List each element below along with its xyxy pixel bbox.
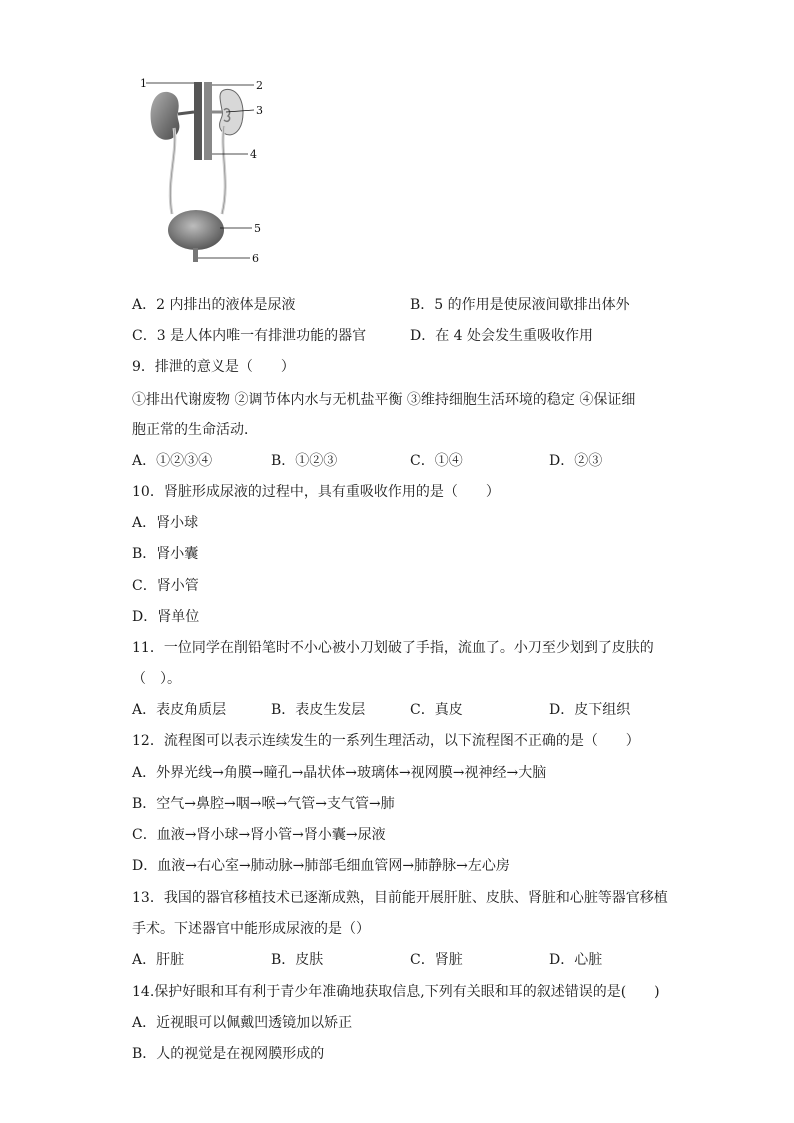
q11-option-d: D．皮下组织 [549, 702, 631, 718]
q9-statement-line-2: 胞正常的生命活动． [132, 422, 258, 438]
q10-option-b: B．肾小囊 [132, 546, 199, 562]
left-ureter [170, 128, 175, 214]
q14-stem: 14.保护好眼和耳有利于青少年准确地获取信息,下列有关眼和耳的叙述错误的是( ) [132, 984, 660, 1000]
q9-statement-line-1: ①排出代谢废物 ②调节体内水与无机盐平衡 ③维持细胞生活环境的稳定 ④保证细 [132, 392, 636, 408]
q9-option-c: C．①④ [410, 453, 463, 469]
urinary-system-svg [138, 72, 268, 267]
q12-option-d: D．血液→右心室→肺动脉→肺部毛细血管网→肺静脉→左心房 [132, 858, 510, 874]
figure-label-6: 6 [252, 252, 259, 265]
q12-option-a: A．外界光线→角膜→瞳孔→晶状体→玻璃体→视网膜→视神经→大脑 [132, 765, 547, 781]
q9-option-a: A．①②③④ [132, 453, 213, 469]
q8-option-c: C．3 是人体内唯一有排泄功能的器官 [132, 328, 367, 344]
urinary-system-diagram [138, 72, 268, 267]
bladder [168, 210, 224, 250]
q8-option-a: A．2 内排出的液体是尿液 [132, 297, 296, 313]
q9-option-b: B．①②③ [271, 453, 338, 469]
figure-label-3: 3 [256, 104, 263, 117]
q14-option-a: A．近视眼可以佩戴凹透镜加以矫正 [132, 1015, 353, 1031]
figure-label-2: 2 [256, 79, 263, 92]
q12-option-b: B．空气→鼻腔→咽→喉→气管→支气管→肺 [132, 796, 395, 812]
q8-option-b: B．5 的作用是使尿液间歇排出体外 [410, 297, 630, 313]
q10-option-a: A．肾小球 [132, 515, 199, 531]
q9-option-d: D．②③ [549, 453, 603, 469]
q10-option-c: C．肾小管 [132, 578, 199, 594]
q14-option-b: B．人的视觉是在视网膜形成的 [132, 1046, 325, 1062]
aorta [194, 82, 202, 160]
q10-stem: 10．肾脏形成尿液的过程中，具有重吸收作用的是（ ） [132, 484, 500, 500]
q8-option-d: D．在 4 处会发生重吸收作用 [410, 328, 594, 344]
q12-option-c: C．血液→肾小球→肾小管→肾小囊→尿液 [132, 827, 386, 843]
figure-label-5: 5 [254, 222, 261, 235]
q10-option-d: D．肾单位 [132, 609, 200, 625]
q13-stem-line-2: 手术。下述器官中能形成尿液的是（） [132, 921, 370, 937]
vena-cava [204, 82, 212, 160]
q11-option-a: A．表皮角质层 [132, 702, 227, 718]
q11-option-b: B．表皮生发层 [271, 702, 366, 718]
q11-stem-line-2: （ ）。 [132, 671, 181, 687]
q13-option-a: A．肝脏 [132, 952, 185, 968]
urethra [193, 248, 198, 262]
left-renal-vessel [178, 112, 194, 114]
figure-label-1: 1 [140, 77, 147, 90]
q13-option-d: D．心脏 [549, 952, 603, 968]
figure-label-4: 4 [250, 148, 257, 161]
q11-stem-line-1: 11．一位同学在削铅笔时不小心被小刀划破了手指，流血了。小刀至少划到了皮肤的 [132, 640, 654, 656]
q9-stem: 9．排泄的意义是（ ） [132, 359, 295, 375]
q12-stem: 12．流程图可以表示连续发生的一系列生理活动，以下流程图不正确的是（ ） [132, 733, 640, 749]
q11-option-c: C．真皮 [410, 702, 463, 718]
q13-option-c: C．肾脏 [410, 952, 463, 968]
q13-stem-line-1: 13．我国的器官移植技术已逐渐成熟，目前能开展肝脏、皮肤、肾脏和心脏等器官移植 [132, 890, 668, 906]
q13-option-b: B．皮肤 [271, 952, 324, 968]
